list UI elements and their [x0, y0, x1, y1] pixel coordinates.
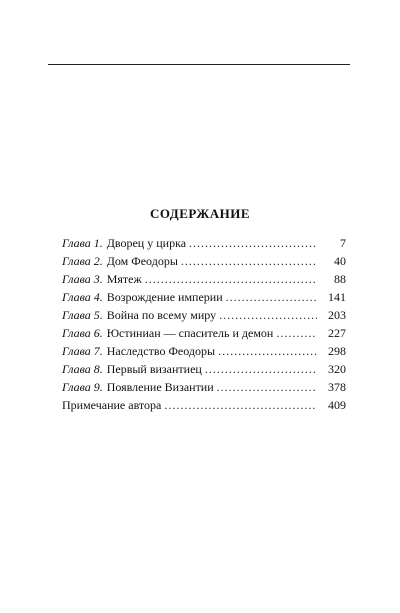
- toc-entry-chapter-5[interactable]: [62, 306, 346, 324]
- page-number: 88: [334, 272, 346, 286]
- chapter-label: Глава 5.: [62, 308, 103, 322]
- toc-entry-chapter-9[interactable]: [62, 378, 346, 396]
- dot-leader: [226, 288, 317, 306]
- chapter-label: Глава 6.: [62, 326, 103, 340]
- toc-entry-chapter-3[interactable]: [62, 270, 346, 288]
- chapter-label: Глава 7.: [62, 344, 103, 358]
- chapter-label: Глава 3.: [62, 272, 103, 286]
- toc-entry-chapter-6[interactable]: [62, 324, 346, 342]
- page-number: 320: [328, 362, 346, 376]
- toc-entry-chapter-7[interactable]: [62, 342, 346, 360]
- chapter-name: Появление Византии: [106, 380, 214, 394]
- dot-leader: [145, 270, 317, 288]
- page-number: 298: [328, 344, 346, 358]
- dot-leader: [205, 360, 317, 378]
- chapter-label: Глава 9.: [62, 380, 103, 394]
- dot-leader: [217, 378, 317, 396]
- page-number: 227: [328, 326, 346, 340]
- toc-entry-chapter-8[interactable]: [62, 360, 346, 378]
- toc-entry-chapter-2[interactable]: [62, 252, 346, 270]
- chapter-name: Возрождение империи: [106, 290, 223, 304]
- dot-leader: [218, 342, 317, 360]
- toc-title: СОДЕРЖАНИЕ: [149, 206, 251, 221]
- chapter-label: Глава 4.: [62, 290, 103, 304]
- table-of-contents: [62, 234, 346, 414]
- page-number: 203: [328, 308, 346, 322]
- chapter-name: Примечание автора: [62, 398, 162, 412]
- dot-leader: [219, 306, 317, 324]
- dot-leader: [164, 396, 317, 414]
- page-number: 40: [334, 254, 346, 268]
- dot-leader: [276, 324, 317, 342]
- toc-entry-chapter-4[interactable]: [62, 288, 346, 306]
- chapter-name: Война по всему миру: [106, 308, 217, 322]
- page-number: 7: [340, 236, 346, 250]
- dot-leader: [189, 234, 317, 252]
- chapter-name: Дом Феодоры: [106, 254, 178, 268]
- chapter-name: Юстиниан — спаситель и демон: [106, 326, 274, 340]
- header-rule: [48, 64, 350, 65]
- chapter-label: Глава 8.: [62, 362, 103, 376]
- page-number: 141: [328, 290, 346, 304]
- toc-entry-author-note[interactable]: [62, 396, 346, 414]
- chapter-name: Дворец у цирка: [106, 236, 187, 250]
- dot-leader: [181, 252, 317, 270]
- chapter-label: Глава 2.: [62, 254, 103, 268]
- toc-entry-chapter-1[interactable]: [62, 234, 346, 252]
- chapter-name: Первый византиец: [106, 362, 202, 376]
- chapter-label: Глава 1.: [62, 236, 103, 250]
- page-number: 378: [328, 380, 346, 394]
- page-number: 409: [328, 398, 346, 412]
- chapter-name: Наследство Феодоры: [106, 344, 216, 358]
- chapter-name: Мятеж: [106, 272, 142, 286]
